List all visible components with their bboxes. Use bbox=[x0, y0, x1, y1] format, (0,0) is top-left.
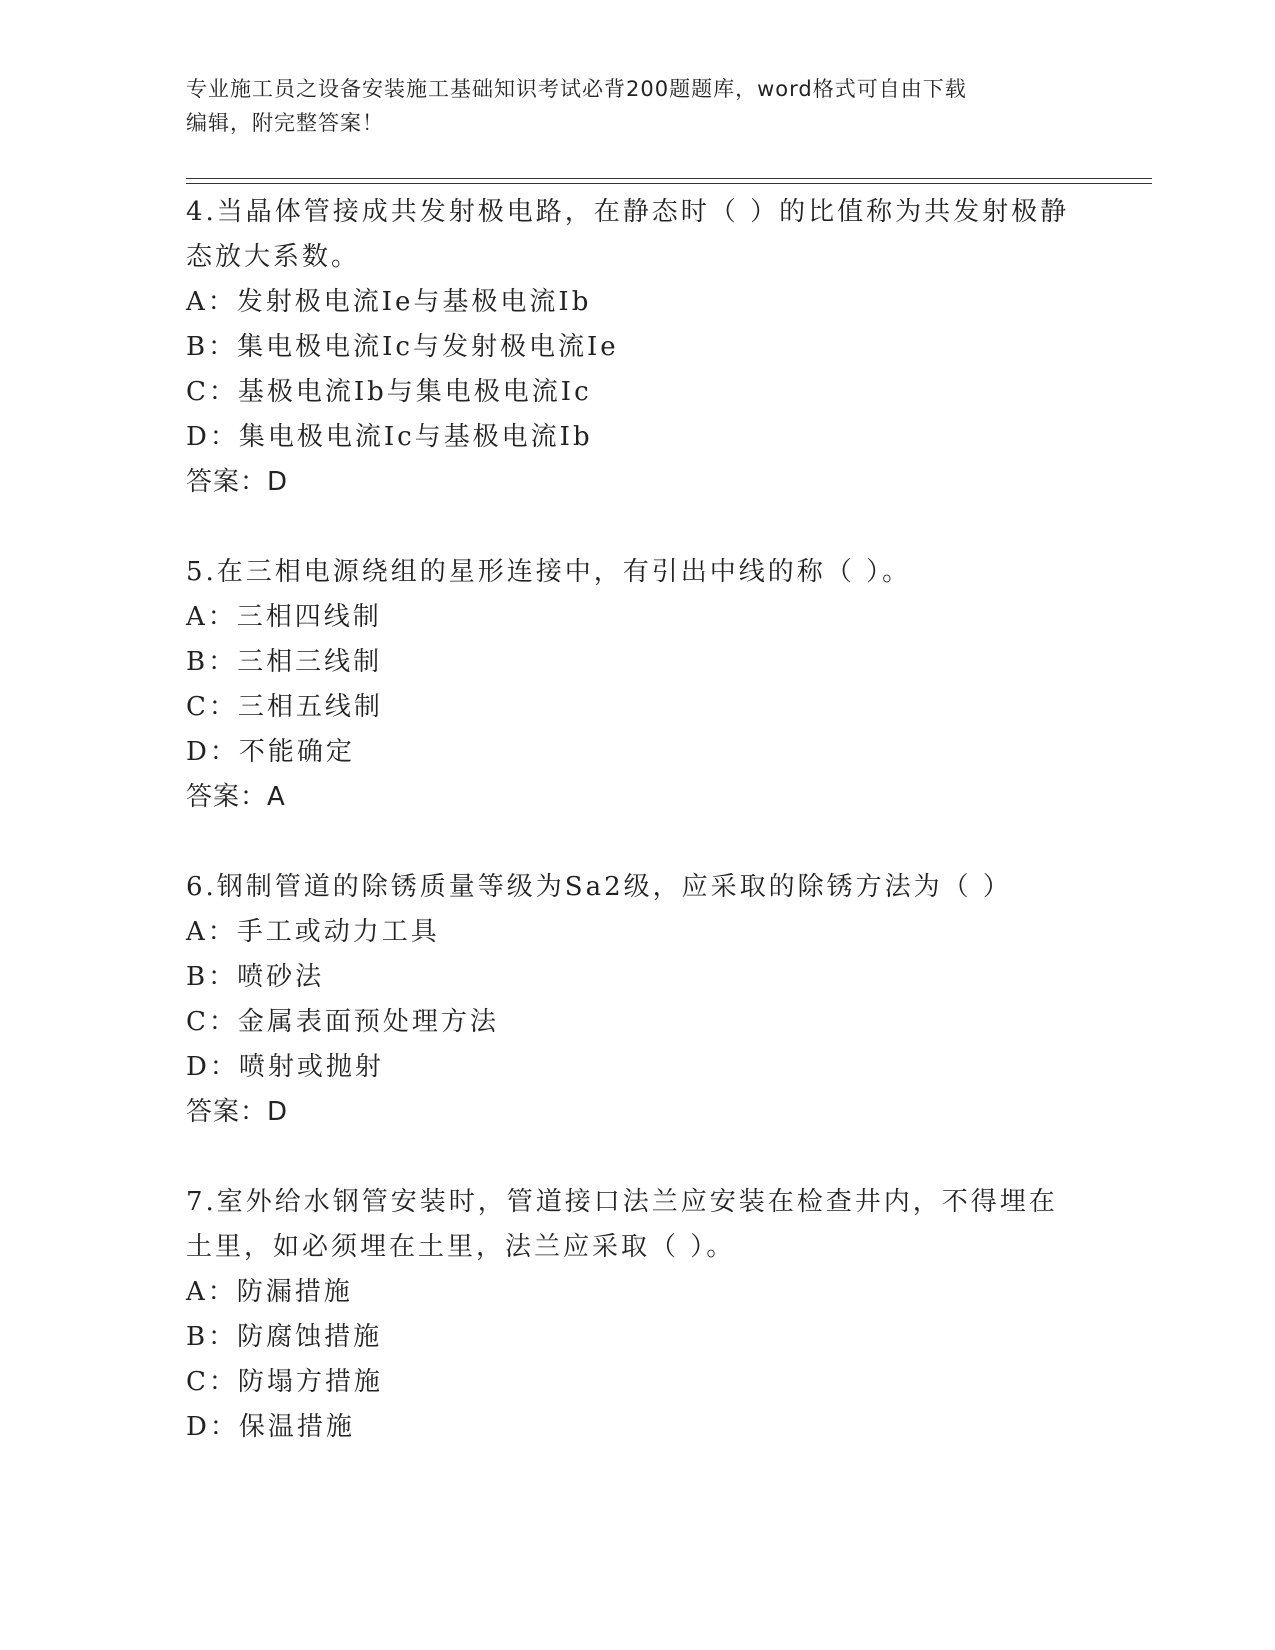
question-6 bbox=[186, 865, 1086, 1135]
question-text: 7.室外给水钢管安装时，管道接口法兰应安装在检查井内，不得埋在土里，如必须埋在土里，法兰应采取（ ）。 bbox=[186, 1187, 1058, 1262]
option-b: B：三相三线制 bbox=[186, 647, 383, 677]
option-a: A：防漏措施 bbox=[186, 1277, 353, 1307]
option-a: A：三相四线制 bbox=[186, 602, 382, 632]
header-line-2: 编辑，附完整答案！ bbox=[186, 111, 384, 135]
option-d: D：不能确定 bbox=[186, 737, 355, 767]
answer-label: 答案：D bbox=[186, 467, 289, 497]
option-c: C：防塌方措施 bbox=[186, 1367, 383, 1397]
question-text: 4.当晶体管接成共发射极电路，在静态时（ ）的比值称为共发射极静态放大系数。 bbox=[186, 197, 1070, 272]
answer-label: 答案：A bbox=[186, 782, 286, 812]
option-a: A：发射极电流Ie与基极电流Ib bbox=[186, 287, 592, 317]
option-b: B：集电极电流Ic与发射极电流Ie bbox=[186, 332, 619, 362]
option-b: B：防腐蚀措施 bbox=[186, 1322, 383, 1352]
answer-label: 答案：D bbox=[186, 1097, 289, 1127]
document-header bbox=[186, 72, 1086, 140]
option-c: C：基极电流Ib与集电极电流Ic bbox=[186, 377, 592, 407]
option-c: C：三相五线制 bbox=[186, 692, 383, 722]
option-d: D：喷射或抛射 bbox=[186, 1052, 384, 1082]
header-line-1: 专业施工员之设备安装施工基础知识考试必背200题题库，word格式可自由下载 bbox=[186, 77, 967, 101]
question-list bbox=[186, 190, 1086, 1450]
option-d: D：集电极电流Ic与基极电流Ib bbox=[186, 422, 593, 452]
option-c: C：金属表面预处理方法 bbox=[186, 1007, 499, 1037]
spacer bbox=[186, 820, 1086, 865]
question-text: 5.在三相电源绕组的星形连接中，有引出中线的称（ ）。 bbox=[186, 557, 912, 587]
question-text: 6.钢制管道的除锈质量等级为Sa2级，应采取的除锈方法为（ ） bbox=[186, 872, 1012, 902]
spacer bbox=[186, 1135, 1086, 1180]
header-divider-top bbox=[186, 178, 1152, 179]
question-5 bbox=[186, 550, 1086, 820]
option-a: A：手工或动力工具 bbox=[186, 917, 440, 947]
header-divider-bottom bbox=[186, 183, 1152, 184]
spacer bbox=[186, 505, 1086, 550]
option-d: D：保温措施 bbox=[186, 1412, 355, 1442]
option-b: B：喷砂法 bbox=[186, 962, 325, 992]
question-4 bbox=[186, 190, 1086, 505]
question-7 bbox=[186, 1180, 1086, 1450]
